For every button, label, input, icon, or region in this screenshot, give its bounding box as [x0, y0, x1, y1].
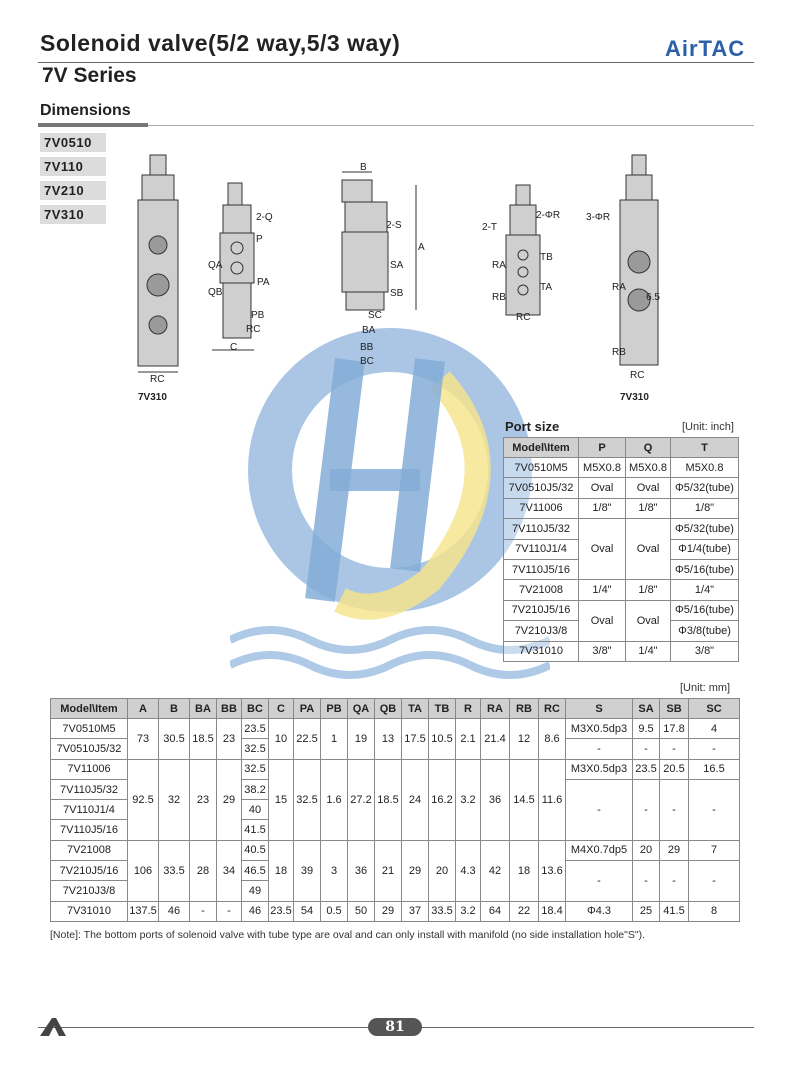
label-sb: SB	[390, 288, 404, 299]
cell: 32.5	[294, 759, 321, 840]
cell: 10.5	[429, 719, 456, 760]
cell: 16.5	[689, 759, 740, 779]
cell: 1.6	[321, 759, 348, 840]
cell: 137.5	[128, 901, 159, 921]
table-row	[51, 840, 740, 860]
cell: -	[217, 901, 242, 921]
col-header: TA	[402, 699, 429, 719]
cell: 7V11006	[51, 759, 128, 779]
cell: 20.5	[660, 759, 689, 779]
title-rule	[38, 62, 754, 63]
table-row	[504, 458, 739, 478]
cell: Oval	[579, 519, 626, 580]
cell: Oval	[626, 600, 671, 641]
model-tag: 7V310	[40, 205, 106, 224]
cell: 1/8"	[626, 580, 671, 600]
page-number: 81	[368, 1018, 422, 1036]
cell: 17.5	[402, 719, 429, 760]
cell: 18	[269, 840, 294, 901]
cell: Φ5/32(tube)	[671, 519, 739, 539]
section-bar	[38, 123, 148, 127]
drawing-front-view	[138, 155, 178, 372]
airtac-logo	[663, 36, 754, 60]
cell: -	[660, 779, 689, 840]
label-3r: 3-ΦR	[586, 212, 611, 223]
cell: 7V210J3/8	[51, 881, 128, 901]
col-header: P	[579, 438, 626, 458]
label-pb: PB	[251, 310, 265, 321]
cell: 7V210J5/16	[504, 600, 579, 620]
cell: 21.4	[481, 719, 510, 760]
label-rc4: RC	[630, 370, 645, 381]
col-header: R	[456, 699, 481, 719]
col-header: Q	[626, 438, 671, 458]
cell: 0.5	[321, 901, 348, 921]
cell: 1	[321, 719, 348, 760]
dimensions-table	[50, 698, 740, 922]
table-row	[504, 600, 739, 620]
cell: 1/8"	[579, 498, 626, 518]
drawing-top-view	[342, 172, 416, 310]
cell: 10	[269, 719, 294, 760]
cell: Oval	[626, 478, 671, 498]
page-title: Solenoid valve(5/2 way,5/3 way)	[40, 30, 401, 56]
cell: 7V0510J5/32	[504, 478, 579, 498]
col-header: SA	[633, 699, 660, 719]
table-row	[51, 719, 740, 739]
cell: 46	[242, 901, 269, 921]
cell: 7V0510J5/32	[51, 739, 128, 759]
cell: 18.5	[375, 759, 402, 840]
drawing-rear-view	[620, 155, 658, 365]
cell: 34	[217, 840, 242, 901]
cell: -	[566, 861, 633, 902]
cell: Φ5/32(tube)	[671, 478, 739, 498]
cell: 8	[689, 901, 740, 921]
cell: 1/8"	[671, 498, 739, 518]
table-row	[51, 759, 740, 779]
cell: 73	[128, 719, 159, 760]
cell: M3X0.5dp3	[566, 719, 633, 739]
col-header: QB	[375, 699, 402, 719]
cell: 18	[510, 840, 539, 901]
cell: M5X0.8	[626, 458, 671, 478]
cell: 20	[633, 840, 660, 860]
caption-left: 7V310	[138, 392, 167, 403]
cell: 39	[294, 840, 321, 901]
cell: 1/8"	[626, 498, 671, 518]
cell: 15	[269, 759, 294, 840]
label-p: P	[256, 234, 263, 245]
label-rc: RC	[150, 374, 165, 385]
label-2s: 2-S	[386, 220, 402, 231]
cell: Oval	[626, 519, 671, 580]
cell: -	[689, 861, 740, 902]
cell: Φ4.3	[566, 901, 633, 921]
cell: 40.5	[242, 840, 269, 860]
cell: 7V11006	[504, 498, 579, 518]
cell: 18.5	[190, 719, 217, 760]
cell: M4X0.7dp5	[566, 840, 633, 860]
cell: 8.6	[539, 719, 566, 760]
cell: 41.5	[242, 820, 269, 840]
label-bb: BB	[360, 342, 374, 353]
cell: 17.8	[660, 719, 689, 739]
cell: 28	[190, 840, 217, 901]
model-tag: 7V0510	[40, 133, 106, 152]
cell: 4	[689, 719, 740, 739]
cell: 7V110J1/4	[51, 800, 128, 820]
label-tb: TB	[540, 252, 553, 263]
model-tag: 7V210	[40, 181, 106, 200]
cell: 12	[510, 719, 539, 760]
cell: 27.2	[348, 759, 375, 840]
cell: 37	[402, 901, 429, 921]
section-title: Dimensions	[40, 102, 131, 119]
col-header: Model\Item	[504, 438, 579, 458]
cell: 3	[321, 840, 348, 901]
label-rb: RB	[492, 292, 506, 303]
col-header: B	[159, 699, 190, 719]
col-header: RB	[510, 699, 539, 719]
cell: Φ3/8(tube)	[671, 621, 739, 641]
cell: 32.5	[242, 739, 269, 759]
port-size-table	[503, 437, 739, 662]
cell: 46	[159, 901, 190, 921]
cell: 1/4"	[626, 641, 671, 661]
cell: 16.2	[429, 759, 456, 840]
label-qa: QA	[208, 260, 223, 271]
cell: 23	[190, 759, 217, 840]
cell: 33.5	[429, 901, 456, 921]
cell: 46.5	[242, 861, 269, 881]
label-rc2: RC	[246, 324, 261, 335]
cell: 32	[159, 759, 190, 840]
cell: 106	[128, 840, 159, 901]
col-header: SC	[689, 699, 740, 719]
col-header: QA	[348, 699, 375, 719]
label-pa: PA	[257, 277, 270, 288]
cell: -	[660, 861, 689, 902]
cell: 7V21008	[504, 580, 579, 600]
model-tag: 7V110	[40, 157, 106, 176]
cell: 41.5	[660, 901, 689, 921]
table-row	[504, 478, 739, 498]
cell: 7V210J3/8	[504, 621, 579, 641]
cell: 19	[348, 719, 375, 760]
caption-right: 7V310	[620, 392, 649, 403]
col-header: RA	[481, 699, 510, 719]
cell: 29	[375, 901, 402, 921]
col-header: BB	[217, 699, 242, 719]
cell: -	[190, 901, 217, 921]
label-sa: SA	[390, 260, 404, 271]
label-sc: SC	[368, 310, 382, 321]
label-65: 6.5	[646, 292, 660, 303]
cell: 13	[375, 719, 402, 760]
footer-logo-icon	[38, 1017, 68, 1037]
col-header: SB	[660, 699, 689, 719]
col-header: C	[269, 699, 294, 719]
cell: -	[633, 861, 660, 902]
label-b: B	[360, 162, 367, 173]
col-header: PB	[321, 699, 348, 719]
cell: 18.4	[539, 901, 566, 921]
cell: 38.2	[242, 779, 269, 799]
cell: 7V0510M5	[504, 458, 579, 478]
label-ta: TA	[540, 282, 553, 293]
label-2q: 2-Q	[256, 212, 273, 223]
cell: 3/8"	[579, 641, 626, 661]
cell: 7V210J5/16	[51, 861, 128, 881]
cell: 7V110J5/32	[504, 519, 579, 539]
cell: 7V110J5/16	[504, 559, 579, 579]
series-subtitle: 7V Series	[42, 64, 137, 87]
cell: 29	[660, 840, 689, 860]
cell: 23.5	[633, 759, 660, 779]
cell: 7V110J5/16	[51, 820, 128, 840]
cell: 7V110J1/4	[504, 539, 579, 559]
cell: 7	[689, 840, 740, 860]
cell: 24	[402, 759, 429, 840]
cell: 50	[348, 901, 375, 921]
cell: 7V21008	[51, 840, 128, 860]
cell: 7V110J5/32	[51, 779, 128, 799]
table-row	[504, 498, 739, 518]
cell: 92.5	[128, 759, 159, 840]
drawing-bottom-view	[506, 185, 540, 315]
table-header-row	[51, 699, 740, 719]
label-c: C	[230, 342, 238, 353]
col-header: BA	[190, 699, 217, 719]
cell: -	[566, 779, 633, 840]
col-header: S	[566, 699, 633, 719]
cell: 33.5	[159, 840, 190, 901]
cell: M3X0.5dp3	[566, 759, 633, 779]
cell: 25	[633, 901, 660, 921]
table-row	[51, 901, 740, 921]
cell: 3.2	[456, 759, 481, 840]
model-list	[40, 133, 106, 229]
cell: 13.6	[539, 840, 566, 901]
cell: 29	[402, 840, 429, 901]
cell: 23	[217, 719, 242, 760]
label-bc: BC	[360, 356, 374, 367]
col-header: BC	[242, 699, 269, 719]
cell: -	[633, 779, 660, 840]
svg-text:AirTAC: AirTAC	[665, 36, 746, 60]
cell: Φ1/4(tube)	[671, 539, 739, 559]
cell: 40	[242, 800, 269, 820]
cell: 7V31010	[51, 901, 128, 921]
cell: 36	[481, 759, 510, 840]
cell: -	[689, 779, 740, 840]
label-rc3: RC	[516, 312, 531, 323]
cell: -	[633, 739, 660, 759]
cell: 1/4"	[671, 580, 739, 600]
cell: 3.2	[456, 901, 481, 921]
label-ra2: RA	[612, 282, 626, 293]
label-ra: RA	[492, 260, 506, 271]
cell: 20	[429, 840, 456, 901]
cell: Oval	[579, 478, 626, 498]
table-row	[504, 641, 739, 661]
cell: 42	[481, 840, 510, 901]
cell: 23.5	[242, 719, 269, 739]
table-row	[504, 519, 739, 539]
cell: 4.3	[456, 840, 481, 901]
label-qb: QB	[208, 287, 223, 298]
cell: 29	[217, 759, 242, 840]
cell: 64	[481, 901, 510, 921]
dimension-drawings	[120, 150, 660, 410]
col-header: A	[128, 699, 159, 719]
col-header: TB	[429, 699, 456, 719]
col-header: PA	[294, 699, 321, 719]
cell: 9.5	[633, 719, 660, 739]
cell: 3/8"	[671, 641, 739, 661]
label-2t: 2-T	[482, 222, 497, 233]
cell: 14.5	[510, 759, 539, 840]
cell: 11.6	[539, 759, 566, 840]
port-size-unit: [Unit: inch]	[682, 421, 734, 433]
cell: Φ5/16(tube)	[671, 559, 739, 579]
cell: 22.5	[294, 719, 321, 760]
label-a: A	[418, 242, 425, 253]
section-rule	[148, 125, 754, 126]
cell: 32.5	[242, 759, 269, 779]
table-header-row	[504, 438, 739, 458]
cell: 7V31010	[504, 641, 579, 661]
cell: M5X0.8	[671, 458, 739, 478]
label-rb2: RB	[612, 347, 626, 358]
cell: 36	[348, 840, 375, 901]
cell: M5X0.8	[579, 458, 626, 478]
cell: 7V0510M5	[51, 719, 128, 739]
table-row	[504, 580, 739, 600]
col-header: T	[671, 438, 739, 458]
label-2r: 2-ΦR	[536, 210, 561, 221]
cell: Oval	[579, 600, 626, 641]
dimensions-unit: [Unit: mm]	[680, 682, 731, 694]
col-header: RC	[539, 699, 566, 719]
cell: 22	[510, 901, 539, 921]
cell: Φ5/16(tube)	[671, 600, 739, 620]
footnote: [Note]: The bottom ports of solenoid valve with tube type are oval and can only install with manifold (no side installation hole"S").	[50, 929, 646, 941]
cell: -	[689, 739, 740, 759]
cell: 2.1	[456, 719, 481, 760]
cell: -	[566, 739, 633, 759]
cell: -	[660, 739, 689, 759]
cell: 23.5	[269, 901, 294, 921]
col-header: Model\Item	[51, 699, 128, 719]
label-ba: BA	[362, 325, 376, 336]
cell: 1/4"	[579, 580, 626, 600]
cell: 30.5	[159, 719, 190, 760]
cell: 49	[242, 881, 269, 901]
cell: 21	[375, 840, 402, 901]
cell: 54	[294, 901, 321, 921]
port-size-title: Port size	[505, 419, 560, 434]
